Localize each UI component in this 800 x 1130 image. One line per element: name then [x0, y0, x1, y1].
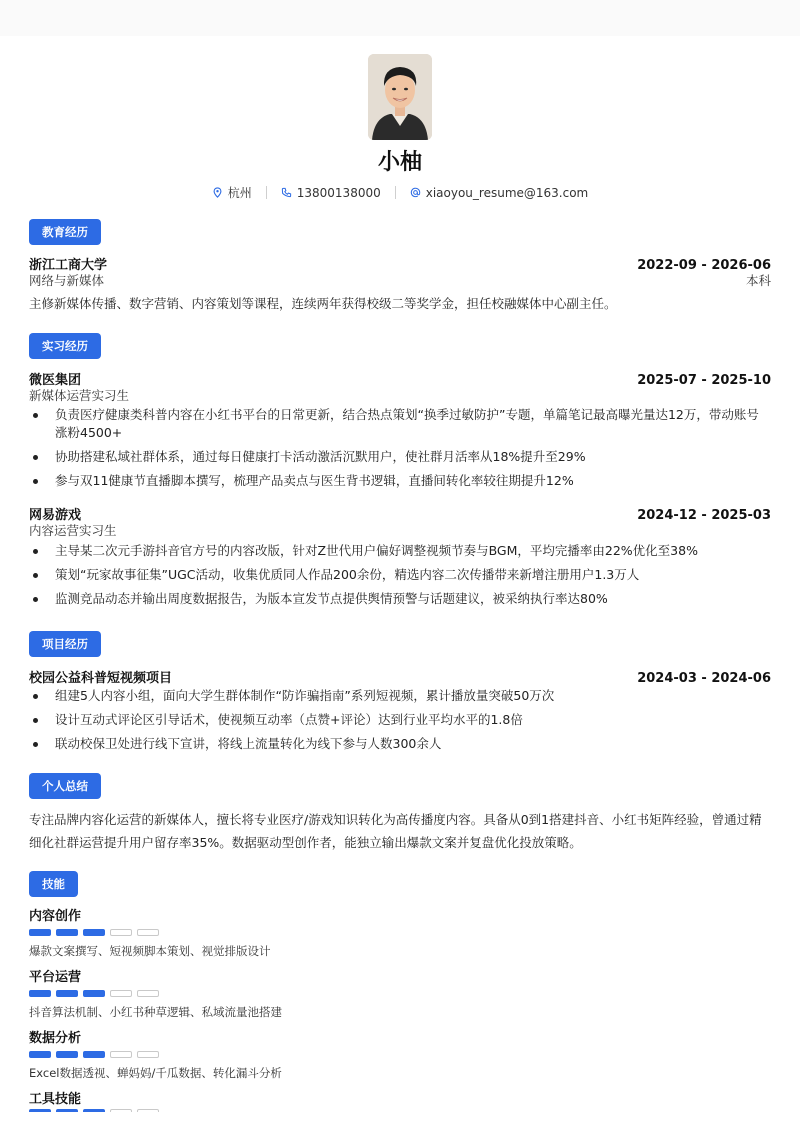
skill-description: 抖音算法机制、小红书种草逻辑、私域流量池搭建	[29, 1005, 282, 1019]
skill-name: 内容创作	[29, 909, 82, 924]
skill-level-segment	[83, 990, 105, 997]
skill-level-bar	[29, 990, 159, 997]
education-period: 2022-09 - 2026-06	[637, 258, 771, 273]
summary-text: 专注品牌内容化运营的新媒体人，擅长将专业医疗/游戏知识转化为高传播度内容。具备从0到1搭建抖音、小红书矩阵经验，曾通过精细化社群运营提升用户留存率35%。数据驱动型创作者，能独立输出爆款文案并复盘优化投放策略。	[29, 812, 762, 850]
skill-level-bar	[29, 929, 159, 936]
list-item: 组建5人内容小组，面向大学生群体制作“防诈骗指南”系列短视频，累计播放量突破50万次	[29, 687, 771, 705]
email-text[interactable]: xiaoyou_resume@163.com	[425, 185, 589, 200]
list-item: 参与双11健康节直播脚本撰写，梳理产品卖点与医生背书逻辑，直播间转化率较往期提升12%	[29, 472, 771, 490]
company-name: 微医集团	[29, 373, 82, 388]
internship-role: 新媒体运营实习生	[29, 388, 130, 403]
skill-level-segment	[29, 990, 51, 997]
at-sign-icon	[410, 187, 421, 198]
page-bottom-crop	[0, 1112, 800, 1130]
internship-role-row	[29, 521, 771, 539]
skill-description: 爆款文案撰写、短视频脚本策划、视觉排版设计	[29, 944, 271, 958]
project-period: 2024-03 - 2024-06	[637, 671, 771, 686]
city-text: 杭州	[227, 186, 252, 200]
education-description: 主修新媒体传播、数字营销、内容策划等课程，连续两年获得校级二等奖学金，担任校融媒体中心副主任。	[29, 296, 617, 311]
list-item: 协助搭建私域社群体系，通过每日健康打卡活动激活沉默用户，使社群月活率从18%提升至29%	[29, 448, 771, 466]
contact-divider	[266, 186, 267, 199]
contact-phone	[281, 186, 381, 200]
contact-divider	[395, 186, 396, 199]
list-item: 监测竞品动态并输出周度数据报告，为版本宣发节点提供舆情预警与话题建议，被采纳执行率达80%	[29, 590, 771, 608]
skill-level-segment	[56, 1051, 78, 1058]
skill-level-segment	[83, 929, 105, 936]
skill-level-segment	[137, 990, 159, 997]
location-pin-icon	[212, 187, 223, 198]
profile-photo	[368, 54, 432, 140]
internship-period: 2024-12 - 2025-03	[637, 508, 771, 523]
skill-description: Excel数据透视、蝉妈妈/千瓜数据、转化漏斗分析	[29, 1066, 282, 1080]
internship-bullets	[29, 406, 771, 496]
skill-level-segment	[110, 1051, 132, 1058]
section-summary-tag: 个人总结	[29, 773, 101, 799]
skill-name: 工具技能	[29, 1092, 82, 1107]
skill-level-segment	[137, 1051, 159, 1058]
skill-name: 数据分析	[29, 1031, 82, 1046]
project-bullets	[29, 687, 771, 759]
phone-text[interactable]: 13800138000	[296, 185, 381, 200]
skill-level-segment	[110, 929, 132, 936]
internship-bullets	[29, 542, 771, 614]
education-subheader	[29, 271, 771, 289]
skill-level-segment	[29, 929, 51, 936]
company-name: 网易游戏	[29, 508, 82, 523]
internship-period: 2025-07 - 2025-10	[637, 373, 771, 388]
section-education-tag: 教育经历	[29, 219, 101, 245]
section-project-tag: 项目经历	[29, 631, 101, 657]
section-internship-tag: 实习经历	[29, 333, 101, 359]
project-name: 校园公益科普短视频项目	[29, 671, 173, 686]
degree: 本科	[745, 273, 771, 288]
major: 网络与新媒体	[29, 273, 105, 288]
contact-city	[212, 184, 252, 201]
skill-level-bar	[29, 1051, 159, 1058]
phone-icon	[281, 187, 292, 198]
skill-level-segment	[56, 929, 78, 936]
school-name: 浙江工商大学	[29, 258, 108, 273]
skill-level-segment	[110, 990, 132, 997]
page-top-band	[0, 0, 800, 36]
skill-level-segment	[83, 1051, 105, 1058]
list-item: 设计互动式评论区引导话术，使视频互动率（点赞+评论）达到行业平均水平的1.8倍	[29, 711, 771, 729]
skill-level-segment	[29, 1051, 51, 1058]
internship-role: 内容运营实习生	[29, 523, 117, 538]
contact-email	[410, 186, 589, 200]
list-item: 负责医疗健康类科普内容在小红书平台的日常更新，结合热点策划“换季过敏防护”专题，单篇笔记最高曝光量达12万，带动账号涨粉4500+	[29, 406, 771, 442]
contact-info	[0, 184, 800, 201]
internship-role-row	[29, 386, 771, 404]
list-item: 策划“玩家故事征集”UGC活动，收集优质同人作品200余份，精选内容二次传播带来新增注册用户1.3万人	[29, 566, 771, 584]
skill-level-segment	[137, 929, 159, 936]
section-skills-tag: 技能	[29, 871, 78, 897]
skill-level-segment	[56, 990, 78, 997]
skill-name: 平台运营	[29, 970, 82, 985]
project-header	[29, 667, 771, 686]
list-item: 联动校保卫处进行线下宣讲，将线上流量转化为线下参与人数300余人	[29, 735, 771, 753]
list-item: 主导某二次元手游抖音官方号的内容改版，针对Z世代用户偏好调整视频节奏与BGM，平均完播率由22%优化至38%	[29, 542, 771, 560]
portrait-image	[368, 54, 432, 140]
candidate-name: 小柚	[377, 150, 422, 175]
